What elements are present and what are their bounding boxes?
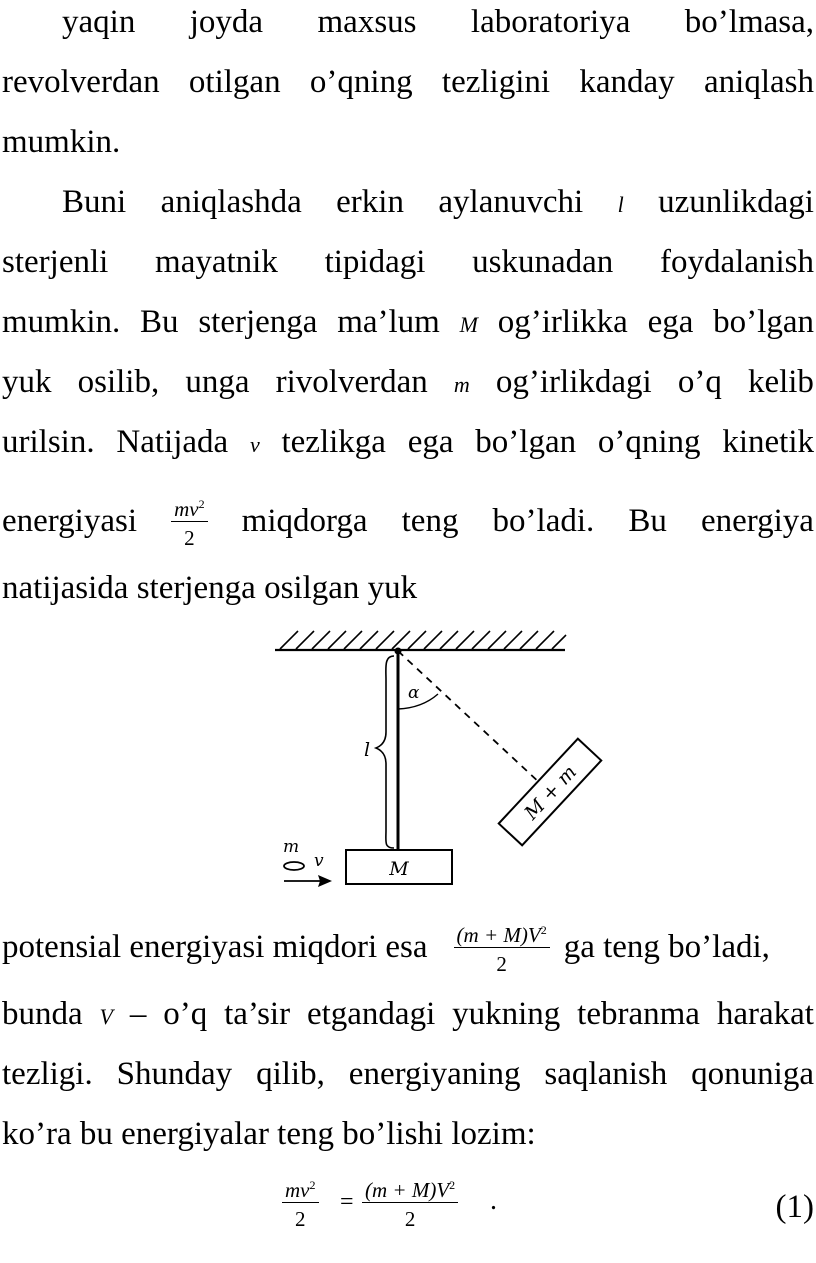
word: aniqlashda [160,184,302,220]
word: bunda [2,996,83,1032]
word: uzunlikdagi [658,184,814,220]
p3-line1 [2,918,814,976]
word: bo’lgan [713,304,814,340]
word: energiyasi [2,503,138,539]
word: tezligini [441,64,551,100]
frac-num: (m + M)V [456,923,541,947]
bullet-mass-label: m [283,837,300,857]
frac-sup: 2 [309,1178,316,1192]
velocity-arrowhead [318,875,332,887]
word: tipidagi [324,244,426,280]
word: maxsus [317,4,417,40]
word: ma’lum [337,304,440,340]
potential-energy-fraction [454,918,550,976]
frac-den: 2 [295,1207,306,1231]
frac-den: 2 [496,952,507,976]
word: o’q [677,364,722,400]
word: uskunadan [472,244,614,280]
word: teng [401,503,459,539]
swung-block-label: M + m [520,761,582,825]
word: joyda [189,4,264,40]
line-text: natijasida sterjenga osilgan yuk [2,570,418,606]
p2-line7 [2,568,814,608]
word: foydalanish [660,244,814,280]
word: Bu [140,304,179,340]
word: erkin [336,184,404,220]
var-v: v [249,432,260,457]
word: tezlikga [281,424,386,460]
p2-line4 [2,362,814,405]
p3-line4 [2,1114,814,1154]
equation-1 [0,1165,816,1245]
word: og’irlikdagi [495,364,652,400]
equation-period: . [490,1185,497,1216]
word: Bu [628,503,667,539]
word: yukning [452,996,561,1032]
var-V: V [99,1004,113,1029]
frac-sup: 2 [449,1178,456,1192]
length-brace [376,656,394,848]
word: energiyaning [348,1056,521,1092]
bullet-velocity-label: v [314,851,324,871]
word: mumkin. [2,304,121,340]
word: unga [185,364,250,400]
equation-number: (1) [775,1189,814,1225]
swung-block [499,739,602,846]
line-text: ko’ra bu energiyalar teng bo’lishi lozim: [2,1116,536,1152]
ceiling [275,631,566,650]
word: kinetik [722,424,814,460]
word: Buni [62,184,127,220]
word: mayatnik [155,244,278,280]
word: tezligi. [2,1056,93,1092]
word: etgandagi [306,996,436,1032]
word: yaqin [62,4,136,40]
line-text: ga teng bo’ladi, [563,929,770,965]
frac-num: mv [174,497,199,521]
p2-line1 [2,182,814,225]
p3-line3 [2,1054,814,1094]
deflected-rod-dashed [398,651,542,785]
mass-block-label: M [389,858,409,880]
word: harakat [716,996,814,1032]
p2-line5 [2,422,814,465]
word: urilsin. [2,424,95,460]
word: osilib, [77,364,160,400]
bullet [284,862,304,870]
p1-line3 [2,122,814,162]
equation-rhs [362,1173,458,1231]
word: saqlanish [544,1056,668,1092]
length-label: l [364,739,371,761]
frac-sup: 2 [198,497,205,511]
pendulum-diagram [270,620,582,895]
p1-line1 [2,2,814,42]
p2-line6 [2,492,814,550]
frac-sup: 2 [540,923,547,937]
word: energiya [700,503,814,539]
word: aniqlash [704,64,814,100]
word: kelib [747,364,814,400]
word: Natijada [116,424,229,460]
word: og’irlikka [497,304,628,340]
var-M: M [459,312,478,337]
var-m: m [453,372,470,397]
word: o’q [163,996,208,1032]
word: sterjenli [2,244,109,280]
word: ega [407,424,454,460]
word: o’qning [309,64,413,100]
word: bo’ladi. [492,503,595,539]
p1-line2 [2,62,814,102]
var-l: l [617,192,624,217]
word: bo’lmasa, [684,4,814,40]
word: yuk [2,364,52,400]
word: sterjenga [198,304,318,340]
frac-den: 2 [184,526,195,550]
word: o’qning [597,424,701,460]
equals-sign: = [340,1189,354,1215]
frac-den: 2 [404,1207,416,1231]
word: bo’lgan [475,424,577,460]
word: Shunday [116,1056,233,1092]
word: revolverdan [2,64,160,100]
p3-line2 [2,994,814,1037]
word: – [129,996,147,1032]
frac-num: (m + M)V [365,1178,450,1202]
word: ta’sir [224,996,291,1032]
word: tebranma [577,996,700,1032]
word: ega [647,304,694,340]
frac-num: mv [285,1178,310,1202]
word: rivolverdan [275,364,428,400]
p2-line2 [2,242,814,282]
word: qilib, [256,1056,325,1092]
kinetic-energy-fraction [171,492,208,550]
word: laboratoriya [470,4,631,40]
word: kanday [579,64,675,100]
word: otilgan [188,64,281,100]
equation-lhs [282,1173,319,1231]
alpha-label: α [408,683,420,703]
p2-line3 [2,302,814,345]
word: mumkin. [2,124,121,160]
word: qonuniga [691,1056,814,1092]
line-text: potensial energiyasi miqdori esa [2,929,428,965]
word: miqdorga [241,503,368,539]
word: aylanuvchi [438,184,584,220]
